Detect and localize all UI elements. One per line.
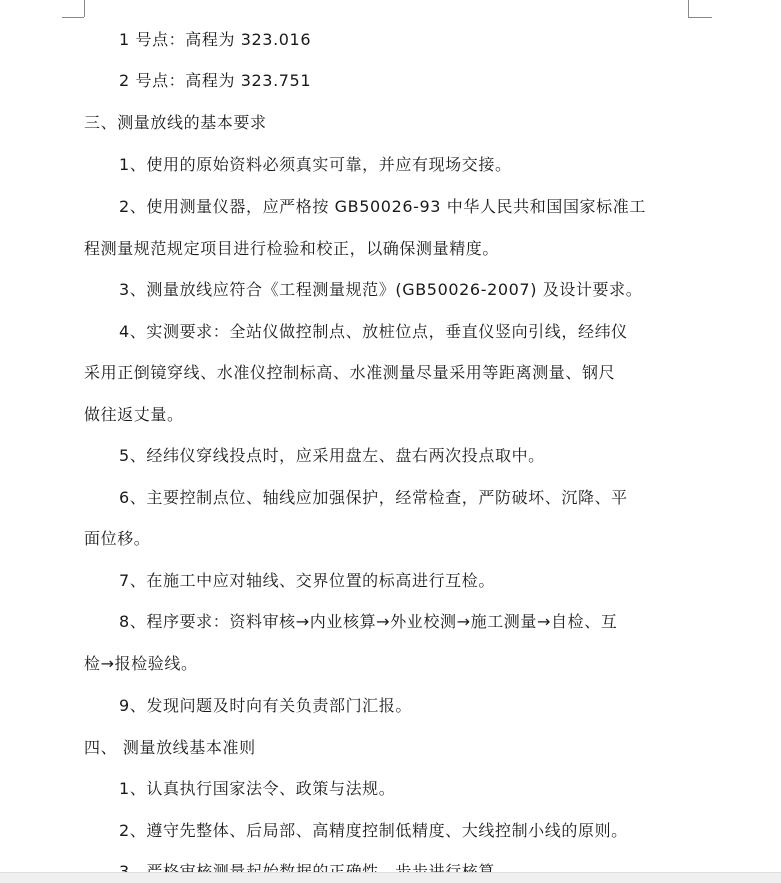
paragraph-line: 4、实测要求：全站仪做控制点、放桩位点，垂直仪竖向引线，经纬仪 (119, 322, 628, 341)
paragraph-line: 1、使用的原始资料必须真实可靠，并应有现场交接。 (119, 155, 512, 174)
paragraph-line: 6、主要控制点位、轴线应加强保护，经常检查，严防破坏、沉降、平 (119, 488, 628, 507)
paragraph-line: 8、程序要求：资料审核→内业核算→外业校测→施工测量→自检、互 (119, 612, 618, 631)
paragraph-line: 程测量规范规定项目进行检验和校正，以确保测量精度。 (84, 239, 500, 258)
paragraph-line: 7、在施工中应对轴线、交界位置的标高进行互检。 (119, 571, 495, 590)
paragraph-line: 1、认真执行国家法令、政策与法规。 (119, 779, 396, 798)
crop-mark-top-left (84, 0, 85, 17)
paragraph-line: 2、遵守先整体、后局部、高精度控制低精度、大线控制小线的原则。 (119, 821, 628, 840)
paragraph-line: 9、发现问题及时向有关负责部门汇报。 (119, 696, 412, 715)
crop-mark-top-left (62, 17, 84, 18)
paragraph-line: 做往返丈量。 (84, 405, 184, 424)
paragraph-line: 3、测量放线应符合《工程测量规范》(GB50026-2007) 及设计要求。 (119, 280, 643, 299)
section-heading: 三、测量放线的基本要求 (84, 113, 267, 132)
paragraph-line: 2 号点：高程为 323.751 (119, 71, 312, 90)
paragraph-line: 面位移。 (84, 529, 151, 548)
paragraph-line: 采用正倒镜穿线、水准仪控制标高、水准测量尽量采用等距离测量、钢尺 (84, 363, 616, 382)
paragraph-line: 2、使用测量仪器，应严格按 GB50026-93 中华人民共和国国家标准工 (119, 197, 646, 216)
window-bottom-edge (0, 872, 781, 883)
section-heading: 四、 测量放线基本准则 (84, 738, 256, 757)
crop-mark-top-right (688, 0, 689, 17)
crop-mark-top-right (688, 17, 712, 18)
paragraph-line: 5、经纬仪穿线投点时，应采用盘左、盘右两次投点取中。 (119, 446, 545, 465)
paragraph-line: 1 号点：高程为 323.016 (119, 30, 312, 49)
paragraph-line: 检→报检验线。 (84, 654, 198, 673)
